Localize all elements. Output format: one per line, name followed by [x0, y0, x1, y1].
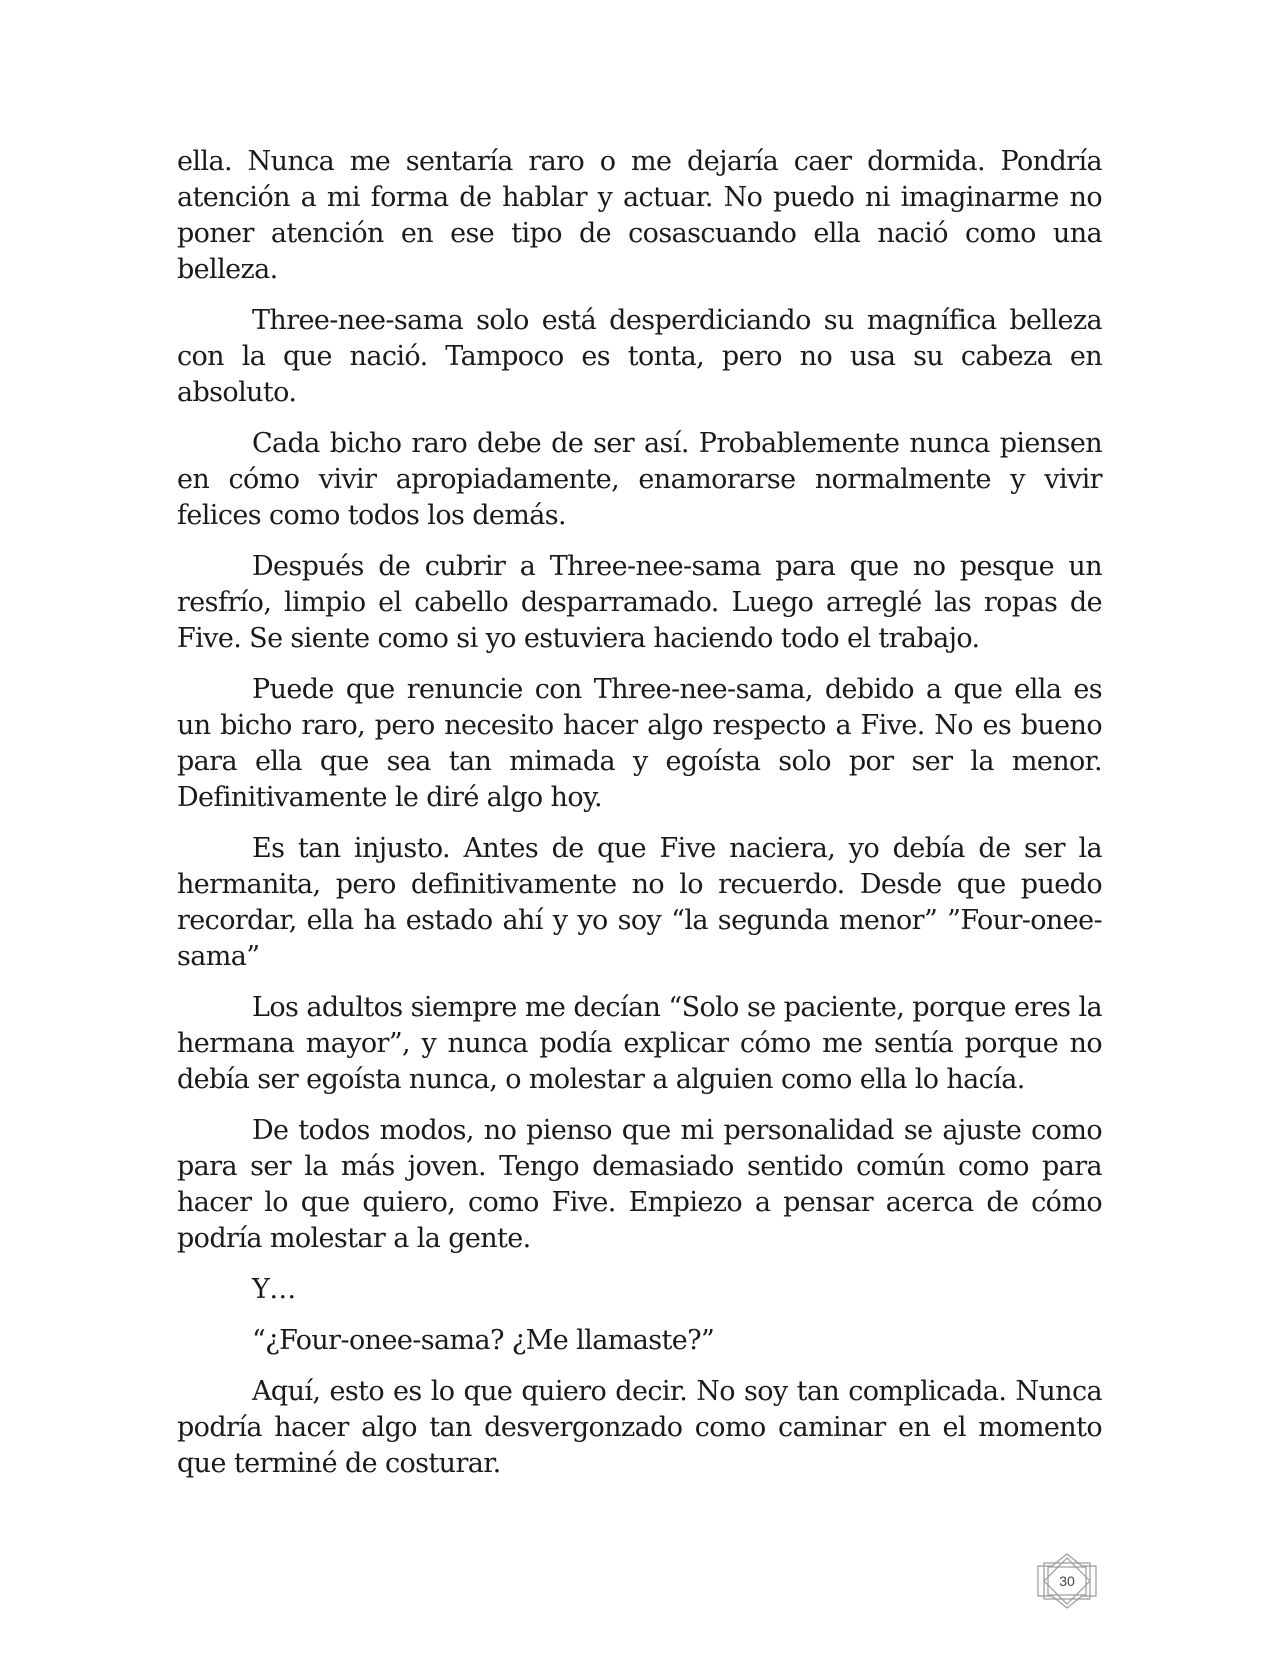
paragraph-1: ella. Nunca me sentaría raro o me dejaría caer dormida. Pondría atención a mi forma de hablar y actuar. No puedo ni imaginarme no poner atención en ese tipo de cosascuando ella nació como una belleza.	[177, 146, 1102, 285]
paragraph-4: Después de cubrir a Three-nee-sama para que no pesque un resfrío, limpio el cabello desparramado. Luego arreglé las ropas de Five. Se siente como si yo estuviera haciendo todo el trabajo.	[177, 551, 1102, 654]
paragraph-6: Es tan injusto. Antes de que Five naciera, yo debía de ser la hermanita, pero definitivamente no lo recuerdo. Desde que puedo recordar, ella ha estado ahí y yo soy “la segunda menor” ”Four-onee-sama”	[177, 833, 1102, 972]
paragraph-2: Three-nee-sama solo está desperdiciando su magnífica belleza con la que nació. Tampoco es tonta, pero no usa su cabeza en absoluto.	[177, 305, 1102, 408]
paragraph-10: “¿Four-onee-sama? ¿Me llamaste?”	[252, 1325, 715, 1356]
page-body	[177, 144, 1102, 1497]
paragraph-8: De todos modos, no pienso que mi personalidad se ajuste como para ser la más joven. Tengo demasiado sentido común como para hacer lo que quiero, como Five. Empiezo a pensar acerca de cómo podría molestar a la gente.	[177, 1115, 1102, 1254]
paragraph-7: Los adultos siempre me decían “Solo se paciente, porque eres la hermana mayor”, y nunca podía explicar cómo me sentía porque no debía ser egoísta nunca, o molestar a alguien como ella lo hacía.	[177, 992, 1102, 1095]
page-number: 30	[1059, 1573, 1075, 1589]
paragraph-11: Aquí, esto es lo que quiero decir. No soy tan complicada. Nunca podría hacer algo tan desvergonzado como caminar en el momento que terminé de costurar.	[177, 1376, 1102, 1479]
paragraph-9: Y…	[252, 1274, 296, 1305]
paragraph-3: Cada bicho raro debe de ser así. Probablemente nunca piensen en cómo vivir apropiadamente, enamorarse normalmente y vivir felices como todos los demás.	[177, 428, 1102, 531]
page-number-badge	[1036, 1552, 1098, 1610]
paragraph-5: Puede que renuncie con Three-nee-sama, debido a que ella es un bicho raro, pero necesito hacer algo respecto a Five. No es bueno para ella que sea tan mimada y egoísta solo por ser la menor. Definitivamente le diré algo hoy.	[177, 674, 1102, 813]
